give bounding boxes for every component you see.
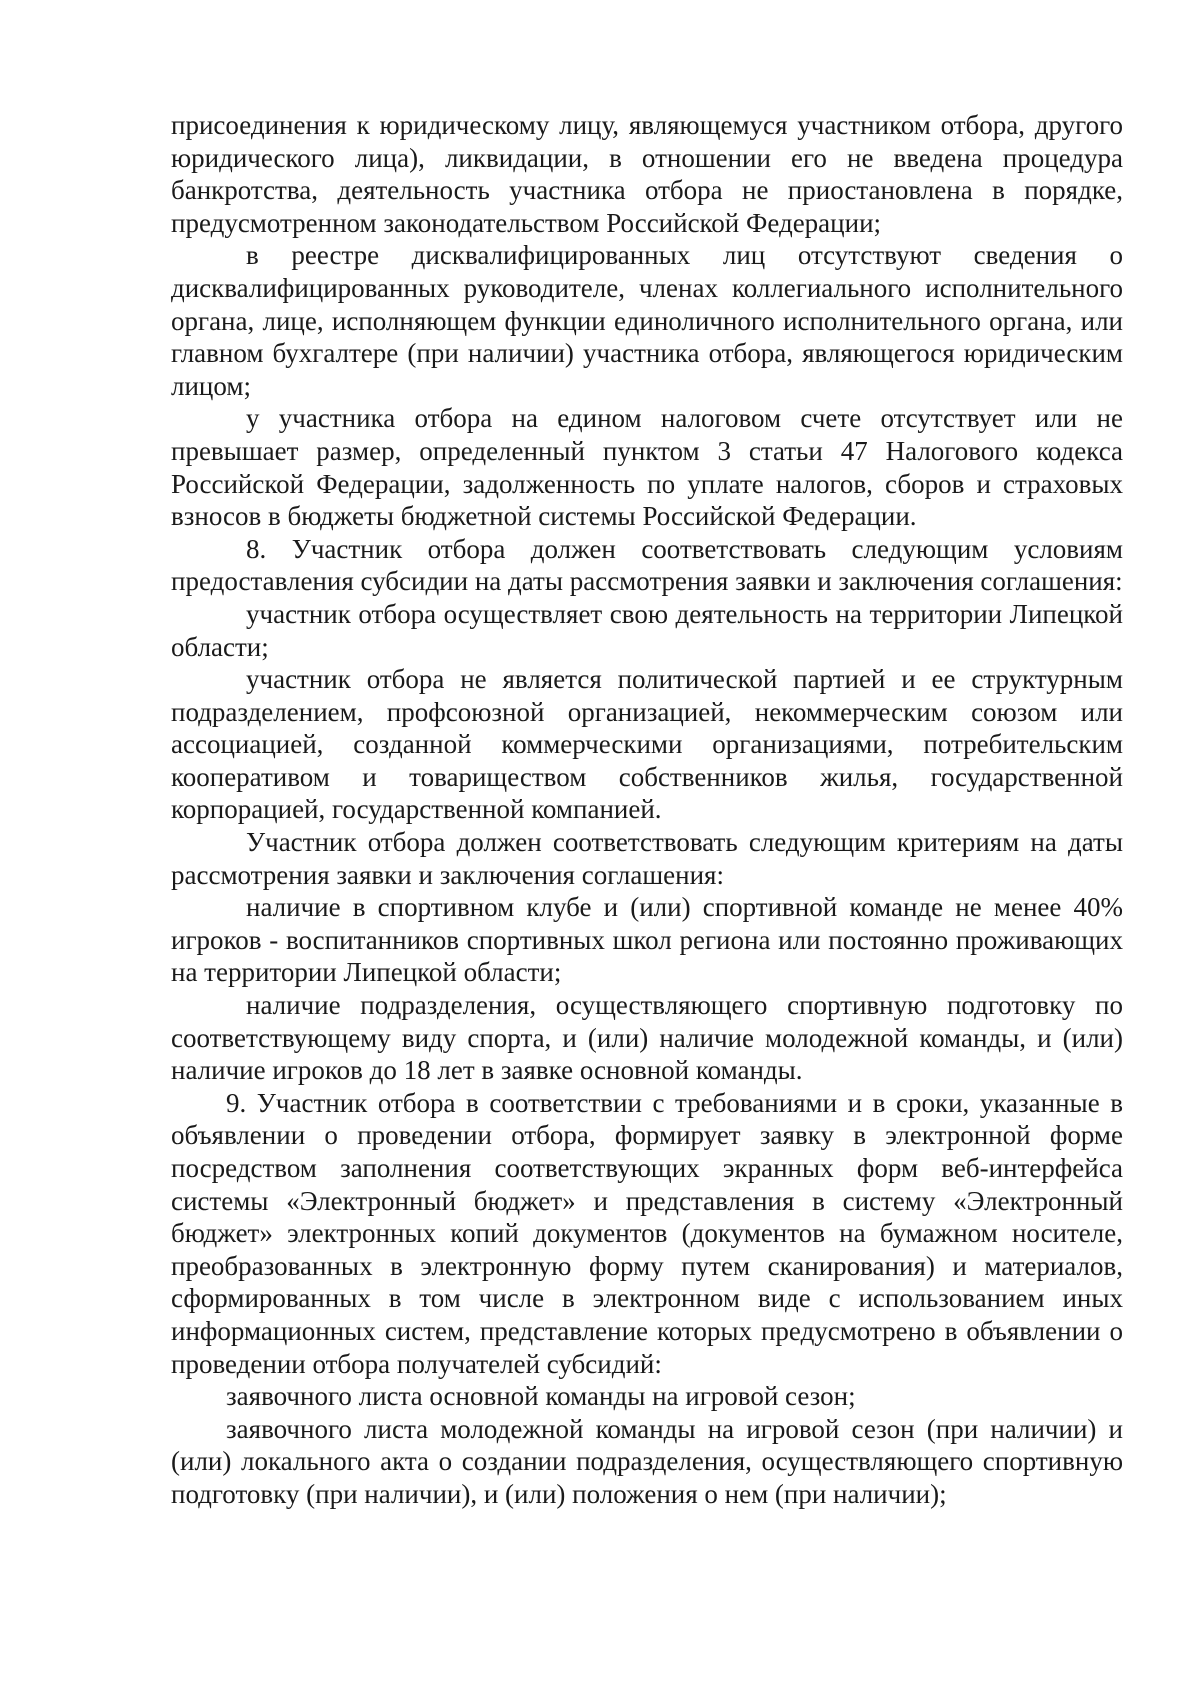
paragraph-territory: участник отбора осуществляет свою деятельность на территории Липецкой области; <box>171 598 1123 662</box>
paragraph-youth-team-list: заявочного листа молодежной команды на игровой сезон (при наличии) и (или) локального акта о создании подразделения, осуществляющего спортивную подготовку (при наличии), и (или) положения о нем (при наличии); <box>171 1413 1123 1509</box>
paragraph-9-application: 9. Участник отбора в соответствии с требованиями и в сроки, указанные в объявлении о проведении отбора, формирует заявку в электронной форме посредством заполнения соответствующих экранных форм веб-интерфейса системы «Электронный бюджет» и представления в систему «Электронный бюджет» электронных копий документов (документов на бумажном носителе, преобразованных в электронную форму путем сканирования) и материалов, сформированных в том числе в электронном виде с использованием иных информационных систем, представление которых предусмотрено в объявлении о проведении отбора получателей субсидий: <box>171 1087 1123 1379</box>
paragraph-main-team-list: заявочного листа основной команды на игровой сезон; <box>226 1381 856 1412</box>
paragraph-8-conditions: 8. Участник отбора должен соответствовать следующим условиям предоставления субсидии на даты рассмотрения заявки и заключения соглашения: <box>171 533 1123 597</box>
document-page <box>171 109 1123 1511</box>
paragraph-youth-team: наличие подразделения, осуществляющего спортивную подготовку по соответствующему виду спорта, и (или) наличие молодежной команды, и (или) наличие игроков до 18 лет в заявке основной команды. <box>171 990 1123 1086</box>
paragraph-criteria: Участник отбора должен соответствовать следующим критериям на даты рассмотрения заявки и заключения соглашения: <box>171 827 1123 890</box>
paragraph-liquidation-continued: присоединения к юридическому лицу, являющемуся участником отбора, другого юридического лица), ликвидации, в отношении его не введена процедура банкротства, деятельность участника отбора не приостановлена в порядке, предусмотренном законодательством Российской Федерации; <box>171 110 1123 238</box>
paragraph-players-40-percent: наличие в спортивном клубе и (или) спортивной команде не менее 40% игроков - воспитанников спортивных школ региона или постоянно проживающих на территории Липецкой области; <box>171 892 1123 988</box>
paragraph-not-political-party: участник отбора не является политической партией и ее структурным подразделением, профсоюзной организацией, некоммерческим союзом или ассоциацией, созданной коммерческими организациями, потребительским кооперативом и товариществом собственников жилья, государственной корпорацией, государственной компанией. <box>171 664 1123 825</box>
paragraph-tax-debt: у участника отбора на едином налоговом счете отсутствует или не превышает размер, определенный пунктом 3 статьи 47 Налогового кодекса Российской Федерации, задолженность по уплате налогов, сборов и страховых взносов в бюджеты бюджетной системы Российской Федерации. <box>171 403 1123 532</box>
paragraph-disqualified-persons: в реестре дисквалифицированных лиц отсутствуют сведения о дисквалифицированных руководителе, членах коллегиального исполнительного органа, лице, исполняющем функции единоличного исполнительного органа, или главном бухгалтере (при наличии) участника отбора, являющегося юридическим лицом; <box>171 240 1123 401</box>
